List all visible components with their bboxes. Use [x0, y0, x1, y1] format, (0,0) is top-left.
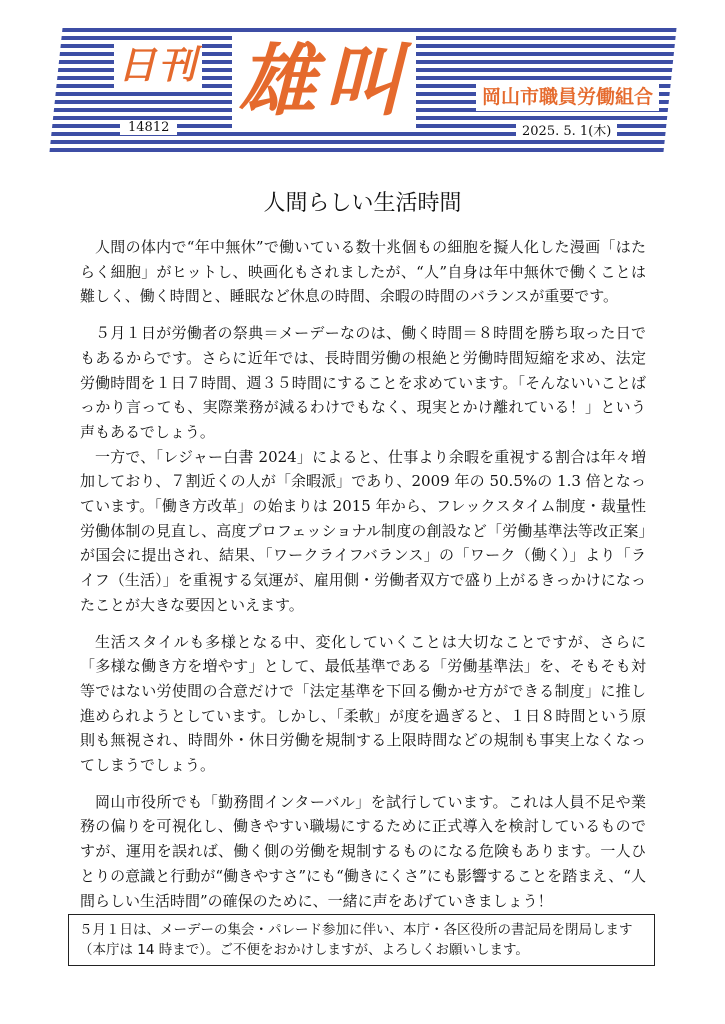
article-paragraph: 一方で、「レジャー白書 2024」によると、仕事より余暇を重視する割合は年々増加しており、７割近くの人が「余暇派」であり、2009 年の 50.5%の 1.3 倍となっています。「働き方改革」の始まりは 2015 年から、フレックスタイム制度・裁量性労働体制の見直し、高度プロフェッショナル制度の創設など「労働基準法等改正案」が国会に提出され、結果、「ワークライフバランス」の「ワーク（働く）」より「ライフ（生活）」を重視する気運が、雇用側・労働者双方で盛り上がるきっかけになったことが大きな要因といえます。 [80, 447, 646, 614]
masthead [56, 28, 670, 152]
masthead-logo: 雄叫 [232, 34, 416, 130]
notice-line: （本庁は 14 時まで）。ご不便をおかけしますが、よろしくお願いします。 [79, 942, 529, 958]
article-paragraph: 人間の体内で“年中無休”で働いている数十兆個もの細胞を擬人化した漫画「はたらく細胞」がヒットし、映画化もされましたが、“人”自身は年中無休で働くことは難しく、働く時間と、睡眠など休息の時間、余暇の時間のバランスが重要です。 [80, 238, 646, 306]
organization-name: 岡山市職員労働組合 [476, 80, 659, 111]
article-title: 人間らしい生活時間 [263, 191, 462, 216]
article-paragraph: ５月１日が労働者の祭典＝メーデーなのは、働く時間＝８時間を勝ち取った日でもあるからです。さらに近年では、長時間労働の根絶と労働時間短縮を求め、法定労働時間を１日７時間、週３５時間にすることを求めています。「そんないいことばっかり言っても、実際業務が減るわけでもなく、現実とかけ離れている！」という声もあるでしょう。 [80, 324, 646, 441]
article-body [80, 235, 646, 913]
article-paragraph: 岡山市役所でも「勤務間インターバル」を試行しています。これは人員不足や業務の偏りを可視化し、働きやすい職場にするために正式導入を検討しているものですが、運用を誤れば、働く側の労働を規制するものになる危険もあります。一人ひとりの意識と行動が“働きやすさ”にも“働きにくさ”にも影響することを踏まえ、“人間らしい生活時間”の確保のために、一緒に声をあげていきましょう！ [80, 792, 646, 910]
issue-number: 14812 [120, 120, 177, 135]
issue-date: 2025. 5. 1(木) [516, 120, 617, 139]
notice-box [68, 914, 655, 966]
article-paragraph: 生活スタイルも多様となる中、変化していくことは大切なことですが、さらに「多様な働き方を増やす」として、最低基準である「労働基準法」を、そもそも対等ではない労使間の合意だけで「法定基準を下回る働かせ方ができる制度」に推し進められようとしています。しかし、「柔軟」が度を過ぎると、１日８時間という原則も無視され、時間外・休日労働を規制する上限時間などの規制も事実上なくなってしまうでしょう。 [80, 632, 646, 775]
masthead-logo-small: 日刊 [114, 42, 202, 88]
notice-line: ５月１日は、メーデーの集会・パレード参加に伴い、本庁・各区役所の書記局を閉局します [79, 922, 633, 938]
